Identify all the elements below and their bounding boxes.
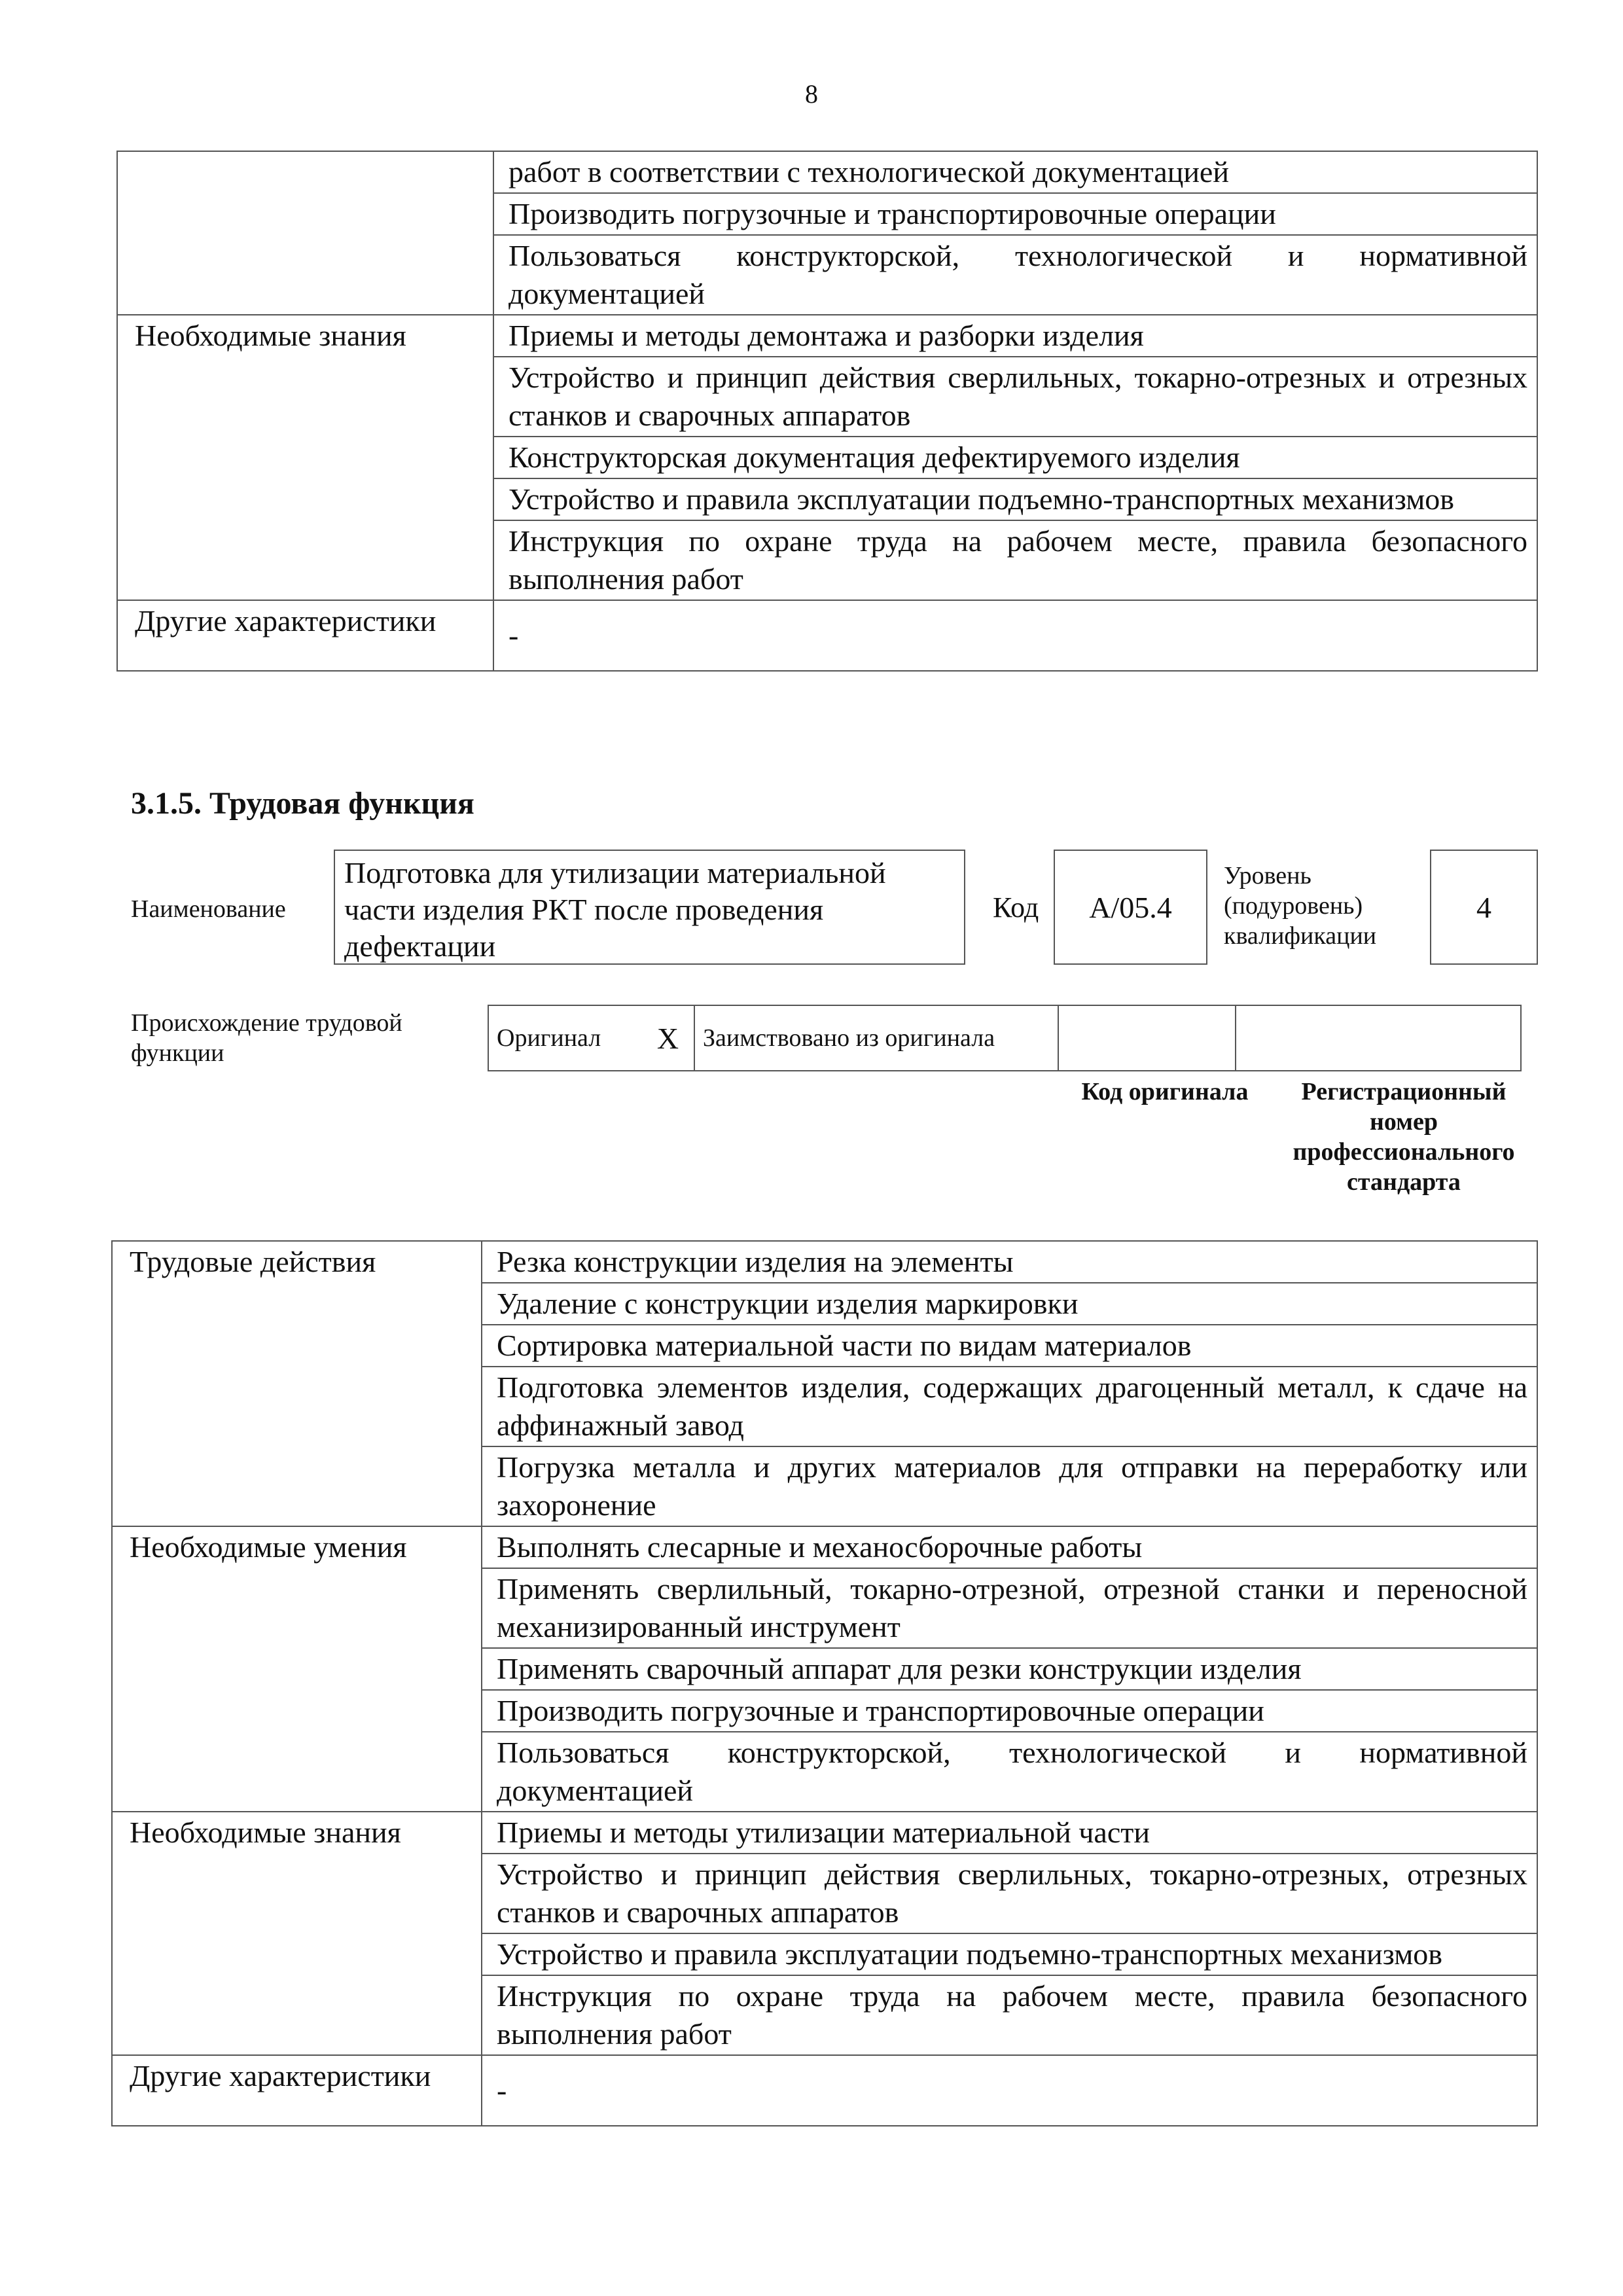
code-original-cell bbox=[1058, 1005, 1236, 1071]
row-item: Устройство и принцип действия сверлильных, токарно-отрезных и отрезных станков и сварочных аппаратов bbox=[493, 357, 1537, 437]
function-name-box bbox=[334, 850, 965, 965]
row-label: Необходимые умения bbox=[112, 1526, 482, 1812]
level-box bbox=[1430, 850, 1538, 965]
table-row bbox=[117, 315, 1537, 357]
code-original-caption: Код оригинала bbox=[1081, 1078, 1249, 1105]
name-label: Наименование bbox=[131, 895, 286, 923]
origin-label: Происхождение трудовой функции bbox=[131, 1009, 402, 1067]
row-item: Инструкция по охране труда на рабочем месте, правила безопасного выполнения работ bbox=[482, 1975, 1537, 2055]
row-label: Другие характеристики bbox=[117, 600, 493, 671]
level-label: Уровень (подуровень) квалификации bbox=[1224, 862, 1377, 950]
row-label: Необходимые знания bbox=[117, 315, 493, 600]
page-number: 8 bbox=[805, 79, 818, 109]
row-item: Конструкторская документация дефектируемого изделия bbox=[493, 437, 1537, 478]
section-heading: 3.1.5. Трудовая функция bbox=[131, 786, 474, 821]
row-item: Выполнять слесарные и механосборочные работы bbox=[482, 1526, 1537, 1568]
row-item: Устройство и принцип действия сверлильных, токарно-отрезных, отрезных станков и сварочных аппаратов bbox=[482, 1854, 1537, 1933]
row-label: Необходимые знания bbox=[112, 1812, 482, 2055]
table-row bbox=[112, 1526, 1537, 1568]
original-label: Оригинал bbox=[488, 1005, 642, 1071]
row-item: - bbox=[482, 2055, 1537, 2126]
row-label: Трудовые действия bbox=[112, 1241, 482, 1526]
reg-number-cell bbox=[1236, 1005, 1521, 1071]
table-row bbox=[117, 600, 1537, 671]
code-label: Код bbox=[993, 891, 1039, 924]
row-item: Подготовка элементов изделия, содержащих драгоценный металл, к сдаче на аффинажный завод bbox=[482, 1367, 1537, 1446]
row-item: Погрузка металла и других материалов для отправки на переработку или захоронение bbox=[482, 1446, 1537, 1526]
row-item: Пользоваться конструкторской, технологической и нормативной документацией bbox=[493, 235, 1537, 315]
requirements-table-continued bbox=[116, 151, 1538, 672]
row-item: Применять сварочный аппарат для резки конструкции изделия bbox=[482, 1648, 1537, 1690]
function-name: Подготовка для утилизации материальной части изделия РКТ после проведения дефектации bbox=[344, 856, 886, 963]
table-row bbox=[112, 1812, 1537, 1854]
row-item: Сортировка материальной части по видам материалов bbox=[482, 1325, 1537, 1367]
row-item: Приемы и методы демонтажа и разборки изделия bbox=[493, 315, 1537, 357]
row-item: Приемы и методы утилизации материальной части bbox=[482, 1812, 1537, 1854]
row-item: Производить погрузочные и транспортировочные операции bbox=[482, 1690, 1537, 1732]
row-item: - bbox=[493, 600, 1537, 671]
level-value: 4 bbox=[1476, 890, 1491, 924]
borrowed-label: Заимствовано из оригинала bbox=[694, 1005, 1058, 1071]
labor-function-table bbox=[111, 1240, 1538, 2126]
row-item: Устройство и правила эксплуатации подъемно-транспортных механизмов bbox=[493, 478, 1537, 520]
table-row bbox=[112, 1241, 1537, 1283]
code-value: A/05.4 bbox=[1089, 890, 1172, 924]
row-label: Другие характеристики bbox=[112, 2055, 482, 2126]
reg-number-caption: Регистрационный номер профессионального стандарта bbox=[1293, 1078, 1515, 1196]
table-row bbox=[112, 2055, 1537, 2126]
row-item: Инструкция по охране труда на рабочем месте, правила безопасного выполнения работ bbox=[493, 520, 1537, 600]
row-item: Пользоваться конструкторской, технологической и нормативной документацией bbox=[482, 1732, 1537, 1812]
code-box bbox=[1054, 850, 1207, 965]
table-row bbox=[117, 151, 1537, 193]
origin-row bbox=[488, 1005, 1522, 1071]
row-item: работ в соответствии с технологической документацией bbox=[493, 151, 1537, 193]
row-item: Применять сверлильный, токарно-отрезной, отрезной станки и переносной механизированный инструмент bbox=[482, 1568, 1537, 1648]
row-item: Производить погрузочные и транспортировочные операции bbox=[493, 193, 1537, 235]
original-mark: X bbox=[642, 1005, 694, 1071]
row-item: Устройство и правила эксплуатации подъемно-транспортных механизмов bbox=[482, 1933, 1537, 1975]
row-item: Резка конструкции изделия на элементы bbox=[482, 1241, 1537, 1283]
row-item: Удаление с конструкции изделия маркировки bbox=[482, 1283, 1537, 1325]
row-label bbox=[117, 151, 493, 315]
